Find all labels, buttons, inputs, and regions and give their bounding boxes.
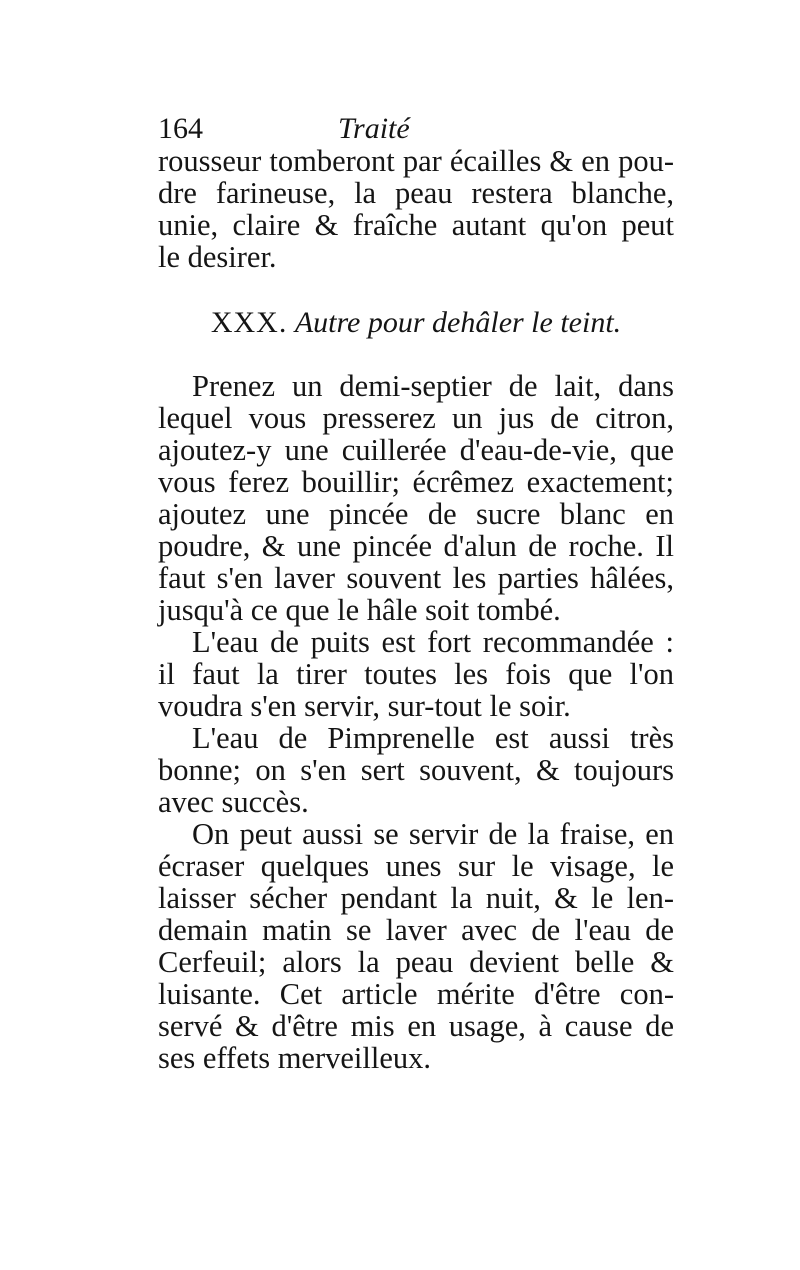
text-line: laisser sécher pendant la nuit, & le len- [158,881,674,915]
text-line: ajoutez-y une cuillerée d'eau-de-vie, que [158,433,674,467]
text-line: ses effets merveilleux. [158,1041,431,1075]
text-line: avec succès. [158,785,309,819]
continuation-paragraph [158,145,674,273]
section-heading [158,306,674,340]
paragraph [158,818,674,1074]
paragraph [158,722,674,818]
section-number: XXX. [210,306,288,339]
paragraph [158,626,674,722]
paragraph [158,370,674,626]
text-line: voudra s'en servir, sur-tout le soir. [158,689,571,723]
text-line: écraser quelques unes sur le visage, le [158,849,674,883]
text-line: luisante. Cet article mérite d'être con- [158,977,674,1011]
text-line: vous ferez bouillir; écrêmez exactement; [158,465,674,499]
text-line: poudre, & une pincée d'alun de roche. Il [158,529,674,563]
text-line: demain matin se laver avec de l'eau de [158,913,674,947]
running-title: Traité [338,112,410,145]
text-line: jusqu'à ce que le hâle soit tombé. [158,593,561,627]
text-line: unie, claire & fraîche autant qu'on peut [158,208,674,242]
text-line: le desirer. [158,240,277,274]
text-line: On peut aussi se servir de la fraise, en [192,817,674,851]
section-body [158,370,674,1074]
page-number: 164 [158,112,203,145]
text-line: il faut la tirer toutes les fois que l'on [158,657,674,691]
text-line: bonne; on s'en sert souvent, & toujours [158,753,674,787]
text-line: Cerfeuil; alors la peau devient belle & [158,945,674,979]
text-line: L'eau de Pimprenelle est aussi très [192,721,674,755]
section-title: Autre pour dehâler le teint. [294,306,622,339]
text-line: L'eau de puits est fort recommandée : [192,625,674,659]
text-line: lequel vous presserez un jus de citron, [158,401,674,435]
text-line: dre farineuse, la peau restera blanche, [158,176,674,210]
text-line: servé & d'être mis en usage, à cause de [158,1009,674,1043]
text-line: rousseur tomberont par écailles & en pou- [158,144,674,178]
text-line: ajoutez une pincée de sucre blanc en [158,497,674,531]
text-line: faut s'en laver souvent les parties hâlées, [158,561,674,595]
text-line: Prenez un demi-septier de lait, dans [192,369,674,403]
